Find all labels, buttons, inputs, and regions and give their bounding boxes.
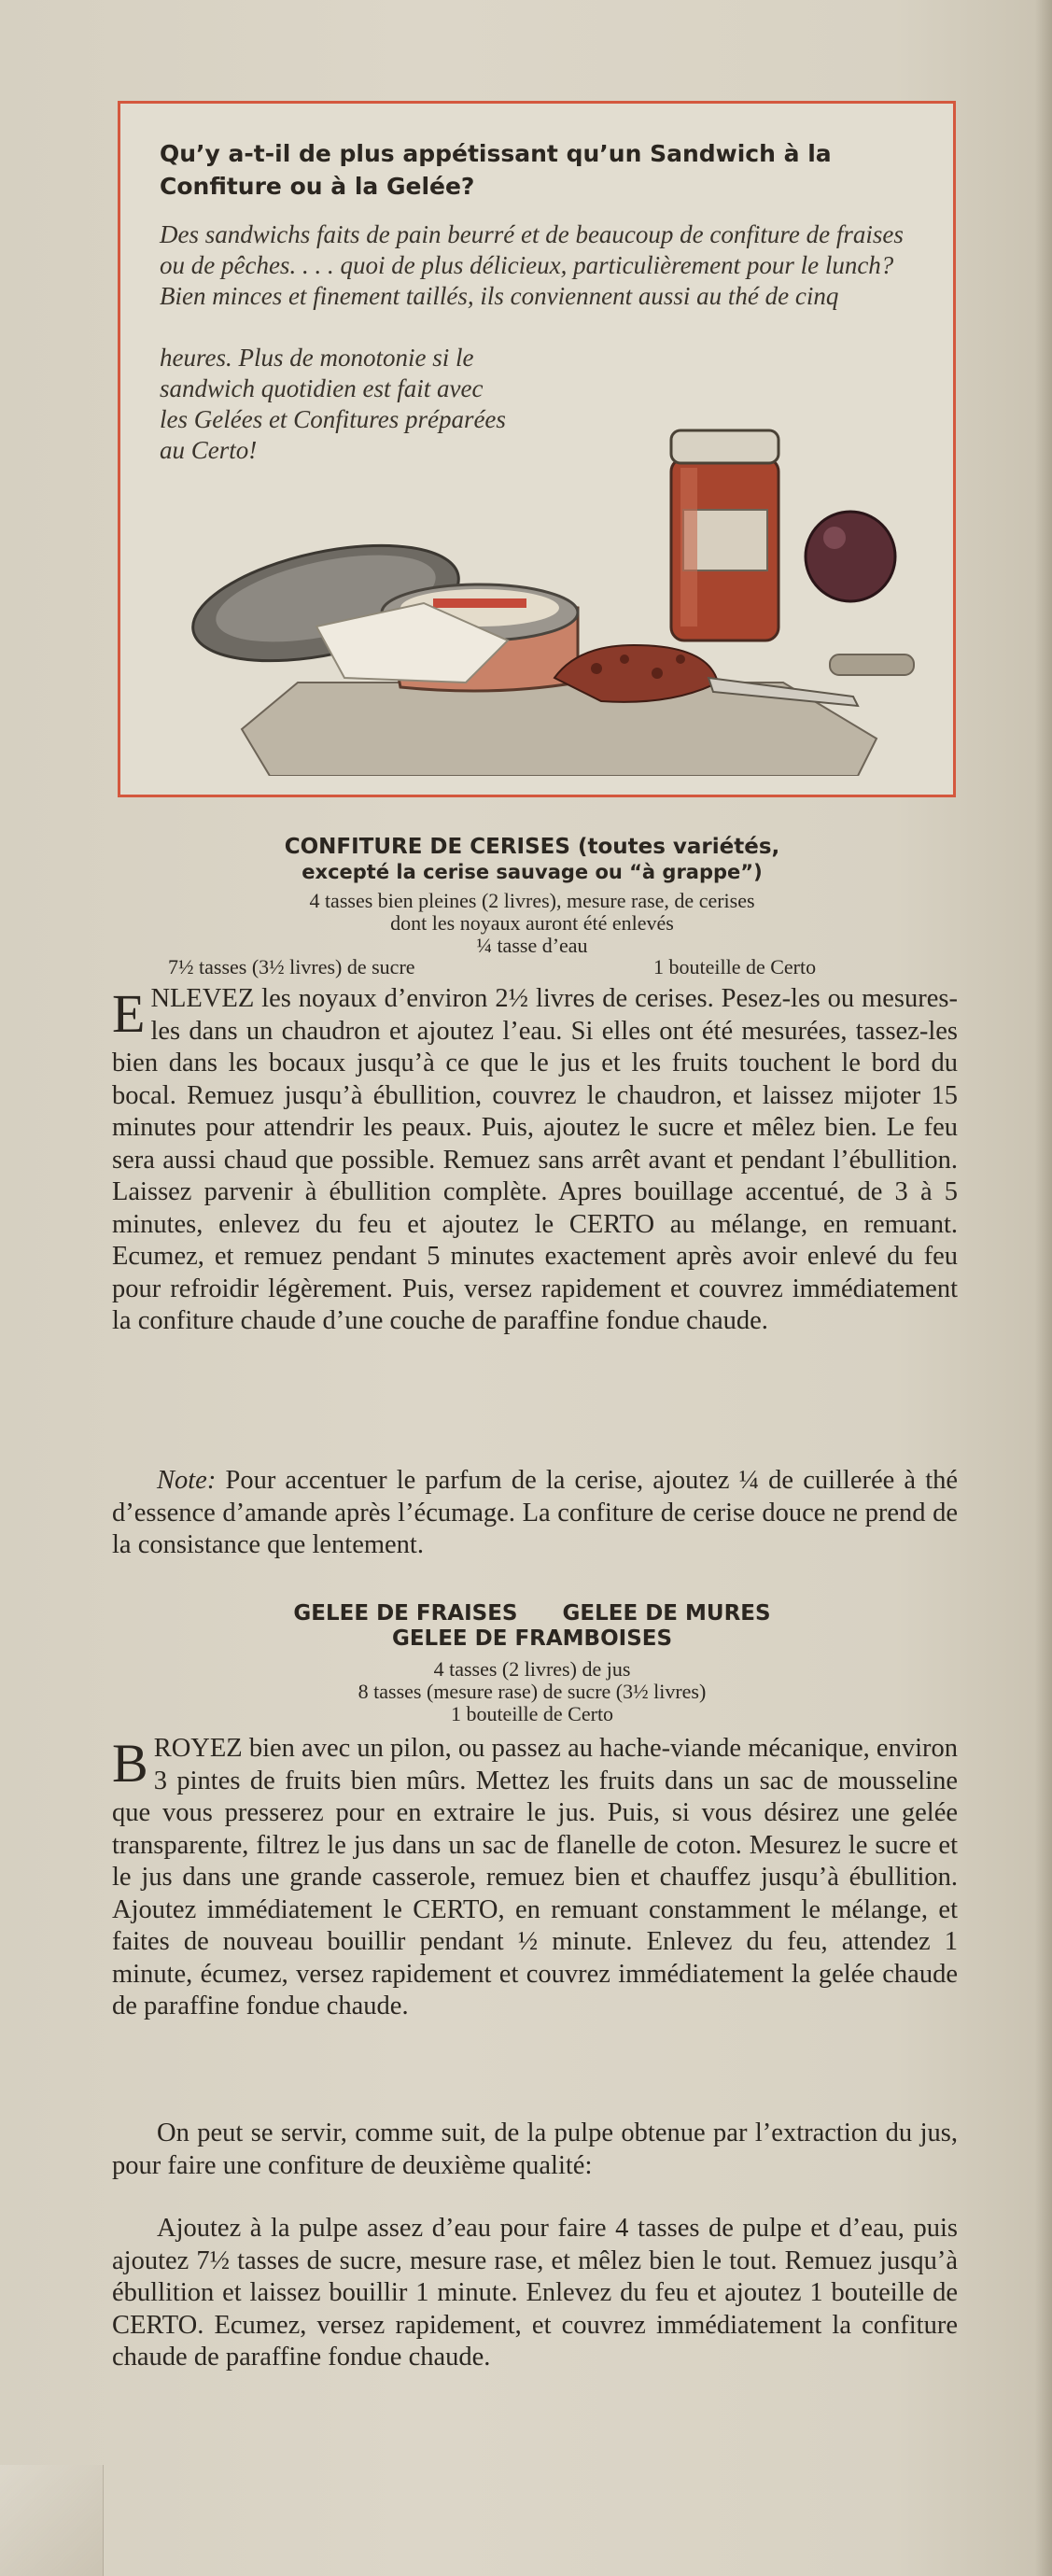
sandwich-jar-illustration (186, 374, 933, 776)
jelly-pulpe-intro: On peut se servir, comme suit, de la pulpe obtenue par l’extraction du jus, pour faire une confiture de deuxième qualité: (112, 2119, 958, 2180)
dropcap: B (112, 1733, 148, 1794)
jelly-instructions (112, 1733, 958, 2023)
cherry-ingredient-sugar: 7½ tasses (3½ livres) de sucre (168, 955, 415, 978)
note-text: Pour accentuer le parfum de la cerise, ajoutez ¼ de cuillerée à thé d’essence d’amande après l’écumage. La confiture de cerise douce ne prend de la consistance que lentement. (112, 1466, 959, 1559)
cherry-ingredient-certo: 1 bouteille de Certo (653, 955, 817, 978)
feature-title: Qu’y a-t-il de plus appétissant qu’un Sandwich à la Confiture ou à la Gelée? (160, 140, 832, 200)
cherry-note (112, 1465, 958, 1562)
jelly-ingredient: 1 bouteille de Certo (450, 1702, 614, 1725)
note-label: Note: (157, 1466, 217, 1495)
page-corner-fold (0, 2465, 104, 2576)
page-edge-shadow (1035, 0, 1052, 2576)
jelly-ingredient: 4 tasses (2 livres) de jus (433, 1657, 631, 1681)
cherry-ingredient: 4 tasses bien pleines (2 livres), mesure rase, de cerises (309, 889, 755, 912)
jelly-subheading: GELEE DE FRAMBOISES (391, 1626, 673, 1651)
feature-text: Des sandwichs faits de pain beurré et de beaucoup de confiture de fraises ou de pêches. . . . quoi de plus délicieux, particulièrement pour le lunch? Bien minces et finement taillés, ils conviennent aussi au thé de cinq (160, 220, 904, 310)
dropcap: E (112, 983, 146, 1044)
cherry-heading: CONFITURE DE CERISES (toutes variétés, (284, 835, 780, 859)
feature-text-continued: heures. Plus de monotonie si le sandwich quotidien est fait avec les Gelées et Confitures préparées au Certo! (160, 344, 506, 464)
cherry-ingredient: ¼ tasse d’eau (476, 934, 588, 957)
cherry-instructions-text: NLEVEZ les noyaux d’environ 2½ livres de cerises. Pesez-les ou mesures-les dans un chaudron et ajoutez l’eau. Si elles ont été mesurées, tassez-les bien dans les bocaux jusqu’à ce que le jus et les fruits touchent le bord du bocal. Remuez jusqu’à ébullition, couvrez le chaudron, et laissez mijoter 15 minutes pour attendrir les peaux. Puis, ajoutez le sucre et mêlez bien. Le feu sera aussi chaud que possible. Remuez sans arrêt avant et pendant l’ébullition. Laissez parvenir à ébullition complète. Apres bouillage accentué, de 3 à 5 minutes, enlevez du feu et ajoutez le CERTO au mélange, en remuant. Ecumez, et remuez pendant 5 minutes exactement après avoir enlevé du feu pour refroidir légèrement. Puis, versez rapidement et couvrez immédiatement la confiture chaude d’une couche de paraffine fondue chaude. (112, 984, 958, 1335)
cherry-ingredient: dont les noyaux auront été enlevés (390, 911, 674, 935)
cherry-subheading: excepté la cerise sauvage ou “à grappe”) (302, 861, 763, 883)
jelly-instructions-text: ROYEZ bien avec un pilon, ou passez au hache-viande mécanique, environ 3 pintes de fruits bien mûrs. Mettez les fruits dans un sac de mousseline que vous presserez pour en extraire le jus. Puis, si vous désirez une gelée transparente, filtrez le jus dans un sac de flanelle de coton. Mesurez le sucre et le jus dans une grande casserole, remuez bien et chauffez jusqu’à ébullition. Ajoutez immédiatement le CERTO, en remuant constamment le mélange, et faites de nouveau bouillir pendant ½ minute. Enlevez du feu, attendez 1 minute, écumez, versez rapidement et couvrez immédiatement la gelée chaude de paraffine fondue chaude. (112, 1734, 958, 2020)
jelly-second-quality: Ajoutez à la pulpe assez d’eau pour faire 4 tasses de pulpe et d’eau, puis ajoutez 7½ tasses de sucre, mesure rase, et mêlez bien le tout. Remuez jusqu’à ébullition et laissez bouillir 1 minute. Enlevez du feu et ajoutez 1 bouteille de CERTO. Ecumez, versez rapidement, et couvrez immédiatement la confiture chaude de paraffine fondue chaude. (112, 2214, 958, 2372)
jelly-ingredient: 8 tasses (mesure rase) de sucre (3½ livres) (358, 1680, 707, 1703)
sandwich-feature-box (118, 101, 956, 797)
jelly-heading: GELEE DE FRAISES GELEE DE MURES (293, 1601, 771, 1626)
cherry-instructions (112, 983, 958, 1338)
